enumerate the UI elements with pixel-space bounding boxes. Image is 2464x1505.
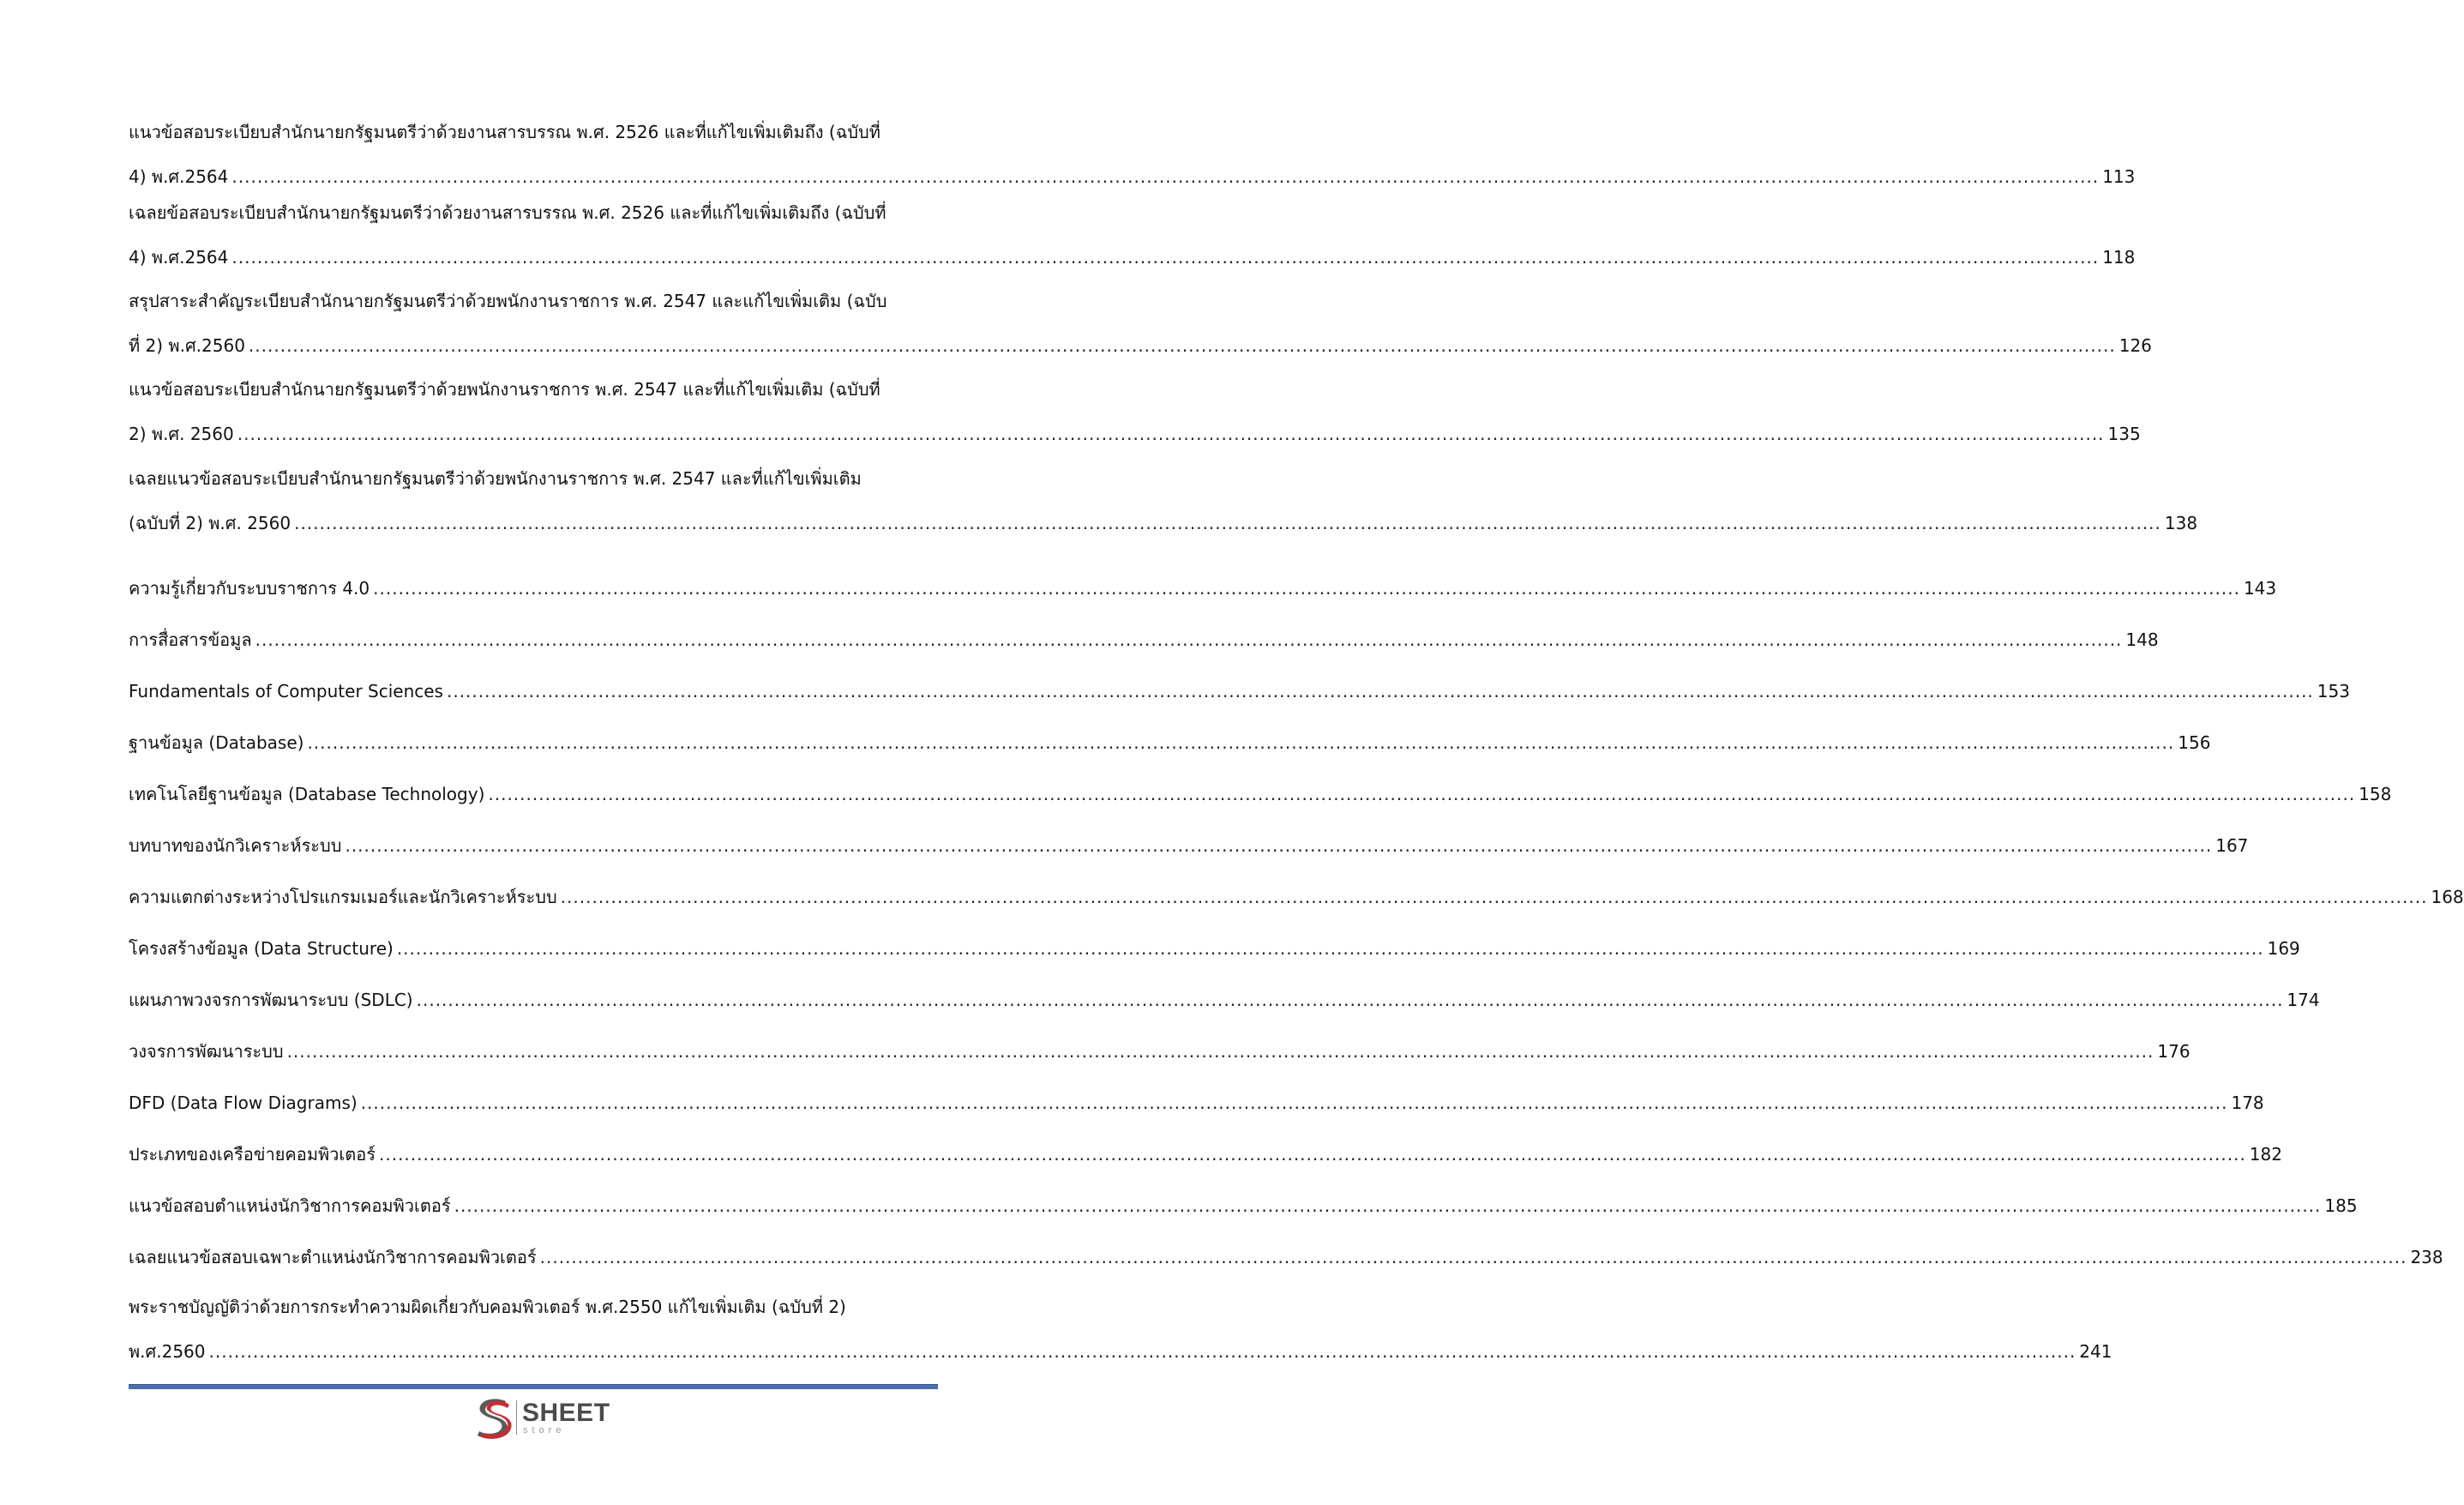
toc-entry-page: 156 — [2178, 732, 2211, 753]
toc-entry[interactable] — [129, 190, 2136, 280]
toc-entry-title: Fundamentals of Computer Sciences — [129, 681, 443, 701]
dot-leader — [540, 1235, 2407, 1279]
dot-leader — [345, 823, 2212, 868]
dot-leader — [417, 978, 2284, 1022]
toc-entry[interactable] — [129, 1183, 2358, 1228]
toc-entry-page: 118 — [2102, 247, 2136, 268]
toc-entry-page: 167 — [2215, 835, 2249, 856]
toc-entry[interactable] — [129, 110, 2136, 199]
toc-entry-title: บทบาทของนักวิเคราะห์ระบบ — [129, 835, 342, 856]
dot-leader — [361, 1081, 2228, 1125]
toc-entry-page: 185 — [2324, 1195, 2358, 1216]
toc-entry-title: เทคโนโลยีฐานข้อมูล (Database Technology) — [129, 784, 485, 804]
toc-entry-page: 135 — [2107, 424, 2141, 444]
toc-entry-page: 153 — [2317, 681, 2350, 701]
dot-leader — [249, 323, 2116, 368]
sheet-store-logo-icon — [473, 1396, 513, 1439]
toc-entry-title-line2: ที่ 2) พ.ศ.2560 — [129, 335, 245, 356]
dot-leader — [488, 772, 2355, 816]
toc-entry-title-line2: (ฉบับที่ 2) พ.ศ. 2560 — [129, 513, 291, 533]
toc-entry[interactable] — [129, 1029, 2191, 1074]
toc-entry[interactable] — [129, 456, 2198, 545]
toc-entry-page: 143 — [2243, 578, 2277, 599]
dot-leader — [447, 669, 2314, 713]
toc-entry-title: แนวข้อสอบตำแหน่งนักวิชาการคอมพิวเตอร์ — [129, 1195, 451, 1216]
toc-entry-page: 241 — [2079, 1341, 2112, 1362]
toc-entry-page: 238 — [2410, 1247, 2443, 1267]
toc-entry[interactable] — [129, 367, 2141, 456]
toc-entry-page: 158 — [2359, 784, 2392, 804]
toc-entry-title: ความแตกต่างระหว่างโปรแกรมเมอร์และนักวิเคราะห์ระบบ — [129, 887, 557, 907]
toc-entry-page: 182 — [2249, 1144, 2282, 1165]
toc-entry[interactable] — [129, 1132, 2282, 1177]
toc-entry-title: การสื่อสารข้อมูล — [129, 629, 252, 650]
toc-entry[interactable] — [129, 566, 2277, 611]
toc-entry[interactable] — [129, 926, 2300, 971]
toc-entry-title-line2: 4) พ.ศ.2564 — [129, 247, 229, 268]
dot-leader — [373, 566, 2240, 611]
sheet-store-logo — [473, 1394, 610, 1442]
toc-entry[interactable] — [129, 669, 2350, 713]
dot-leader — [397, 926, 2264, 971]
toc-entry[interactable] — [129, 875, 2464, 919]
toc-entry-title: แผนภาพวงจรการพัฒนาระบบ (SDLC) — [129, 990, 413, 1010]
toc-entry-title: ประเภทของเครือข่ายคอมพิวเตอร์ — [129, 1144, 376, 1165]
toc-entry-title-line1: แนวข้อสอบระเบียบสำนักนายกรัฐมนตรีว่าด้วยพนักงานราชการ พ.ศ. 2547 และที่แก้ไขเพิ่มเติม (ฉบับที่ — [129, 379, 880, 400]
toc-entry-page: 113 — [2102, 166, 2136, 187]
dot-leader — [209, 1329, 2076, 1374]
toc-entry-page: 126 — [2118, 335, 2152, 356]
footer-divider — [129, 1384, 938, 1389]
dot-leader — [454, 1183, 2322, 1228]
toc-entry[interactable] — [129, 1081, 2264, 1125]
toc-entry-page: 138 — [2164, 513, 2198, 533]
toc-entry[interactable] — [129, 1235, 2443, 1279]
toc-entry-page: 174 — [2287, 990, 2320, 1010]
toc-entry-title-line1: เฉลยแนวข้อสอบระเบียบสำนักนายกรัฐมนตรีว่าด้วยพนักงานราชการ พ.ศ. 2547 และที่แก้ไขเพิ่มเติม — [129, 468, 862, 489]
toc-entry-title: โครงสร้างข้อมูล (Data Structure) — [129, 938, 394, 959]
toc-entry-page: 176 — [2157, 1041, 2191, 1062]
toc-entry-page: 148 — [2125, 629, 2159, 650]
toc-entry-page: 169 — [2267, 938, 2300, 959]
toc-entry-title-line1: เฉลยข้อสอบระเบียบสำนักนายกรัฐมนตรีว่าด้วยงานสารบรรณ พ.ศ. 2526 และที่แก้ไขเพิ่มเติมถึง (ฉบับที่ — [129, 202, 886, 223]
toc-entry-title: วงจรการพัฒนาระบบ — [129, 1041, 284, 1062]
toc-entry-title: ฐานข้อมูล (Database) — [129, 732, 304, 753]
toc-entry-title-line2: 4) พ.ศ.2564 — [129, 166, 229, 187]
toc-entry[interactable] — [129, 978, 2320, 1022]
logo-divider — [516, 1400, 517, 1435]
toc-entry-title-line2: 2) พ.ศ. 2560 — [129, 424, 234, 444]
dot-leader — [231, 235, 2099, 280]
dot-leader — [307, 720, 2174, 765]
toc-entry[interactable] — [129, 1285, 2112, 1374]
dot-leader — [255, 617, 2123, 662]
dot-leader — [287, 1029, 2154, 1074]
toc-entry[interactable] — [129, 720, 2211, 765]
toc-entry[interactable] — [129, 823, 2249, 868]
toc-entry-page: 178 — [2231, 1093, 2264, 1113]
toc-entry-page: 168 — [2431, 887, 2464, 907]
dot-leader — [561, 875, 2428, 919]
toc-entry-title: เฉลยแนวข้อสอบเฉพาะตำแหน่งนักวิชาการคอมพิวเตอร์ — [129, 1247, 537, 1267]
toc-entry[interactable] — [129, 279, 2152, 368]
toc-entry-title-line1: สรุปสาระสำคัญระเบียบสำนักนายกรัฐมนตรีว่าด้วยพนักงานราชการ พ.ศ. 2547 และแก้ไขเพิ่มเติม (ฉบับ — [129, 291, 887, 311]
toc-entry-title: DFD (Data Flow Diagrams) — [129, 1093, 358, 1113]
logo-subtitle: store — [523, 1424, 566, 1436]
logo-word: SHEET — [522, 1398, 610, 1427]
dot-leader — [379, 1132, 2246, 1177]
toc-entry-title-line1: แนวข้อสอบระเบียบสำนักนายกรัฐมนตรีว่าด้วยงานสารบรรณ พ.ศ. 2526 และที่แก้ไขเพิ่มเติมถึง (ฉบับที่ — [129, 122, 880, 142]
toc-entry-title-line1: พระราชบัญญัติว่าด้วยการกระทำความผิดเกี่ยวกับคอมพิวเตอร์ พ.ศ.2550 แก้ไขเพิ่มเติม (ฉบับที่ 2) — [129, 1297, 846, 1317]
logo-text — [522, 1400, 610, 1436]
dot-leader — [237, 412, 2105, 456]
toc-entry-title-line2: พ.ศ.2560 — [129, 1341, 206, 1362]
dot-leader — [294, 501, 2161, 545]
toc-entry-title: ความรู้เกี่ยวกับระบบราชการ 4.0 — [129, 578, 370, 599]
toc-entry[interactable] — [129, 772, 2392, 816]
toc-entry[interactable] — [129, 617, 2159, 662]
